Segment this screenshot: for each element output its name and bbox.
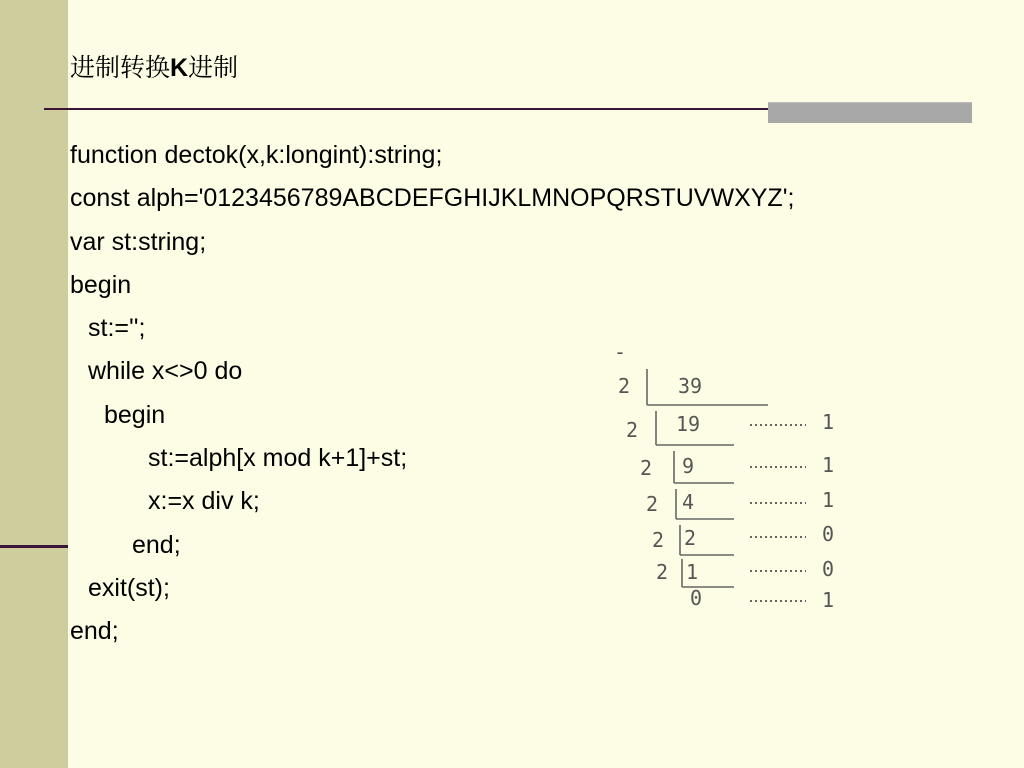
remainder-value: 0 <box>822 557 835 581</box>
title-bold-k: K <box>170 54 189 82</box>
quotient-value: 2 <box>684 526 697 550</box>
code-line: end; <box>132 530 181 559</box>
remainder-value: 1 <box>822 410 835 434</box>
title-accent-bar <box>768 102 972 123</box>
remainder-value: 1 <box>822 588 835 612</box>
divisor-label: 2 <box>640 456 653 480</box>
quotient-value: 39 <box>678 374 703 398</box>
slide-title <box>70 50 238 86</box>
base-conversion-diagram <box>610 345 860 615</box>
remainder-value: 1 <box>822 488 835 512</box>
code-line: begin <box>70 270 132 299</box>
quotient-value: 0 <box>690 586 703 610</box>
code-line: while x<>0 do <box>88 357 243 386</box>
code-line: const alph='0123456789ABCDEFGHIJKLMNOPQRSTUVWXYZ'; <box>70 184 795 213</box>
title-suffix: 进制 <box>188 54 239 82</box>
code-line: end; <box>70 617 119 646</box>
code-line: st:=alph[x mod k+1]+st; <box>148 444 408 473</box>
divisor-label: 2 <box>656 560 669 584</box>
code-line: var st:string; <box>70 227 207 256</box>
left-decorative-band <box>0 0 68 768</box>
remainder-value: 0 <box>822 522 835 546</box>
divisor-label: 2 <box>626 418 639 442</box>
remainder-value: 1 <box>822 453 835 477</box>
left-accent-rule <box>0 545 68 548</box>
code-line: function dectok(x,k:longint):string; <box>70 141 443 169</box>
divisor-label: 2 <box>646 492 659 516</box>
code-line: st:=''; <box>88 314 146 343</box>
diagram-top-mark: - <box>614 345 627 364</box>
quotient-value: 4 <box>682 490 695 514</box>
quotient-value: 1 <box>686 560 699 584</box>
title-prefix: 进制转换 <box>70 54 171 82</box>
code-line: x:=x div k; <box>148 487 260 516</box>
code-line: begin <box>104 400 166 429</box>
quotient-value: 19 <box>676 412 701 436</box>
code-line: exit(st); <box>88 573 170 602</box>
divisor-label: 2 <box>618 374 631 398</box>
divisor-label: 2 <box>652 528 665 552</box>
quotient-value: 9 <box>682 454 695 478</box>
